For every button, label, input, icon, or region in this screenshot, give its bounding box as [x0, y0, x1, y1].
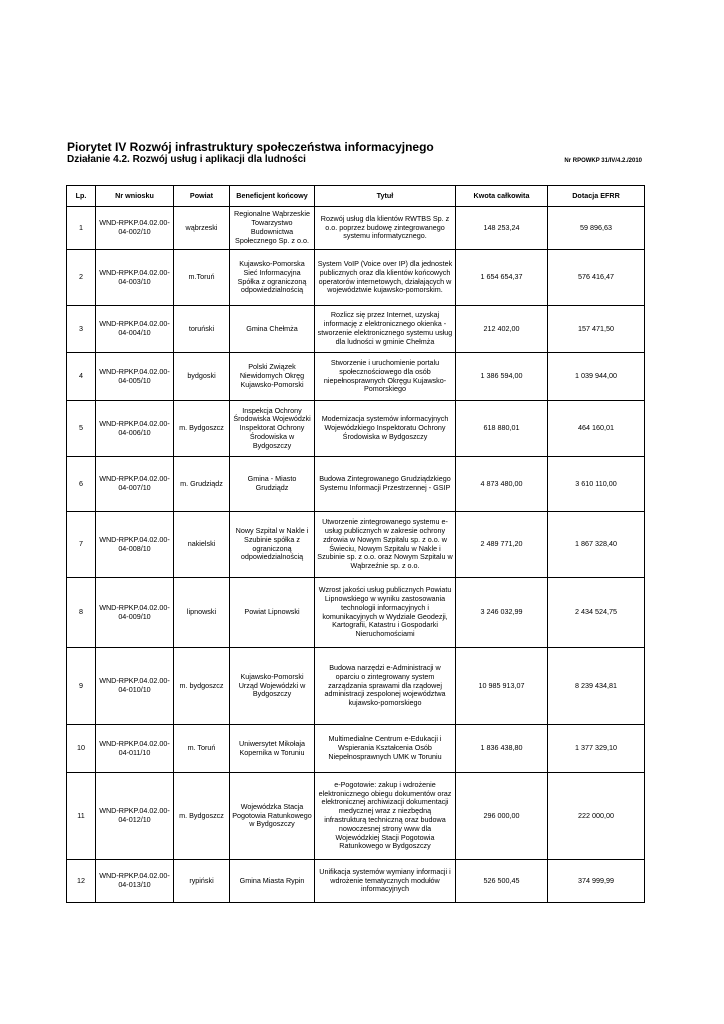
cell-kwota: 2 489 771,20 [456, 512, 548, 578]
cell-nr-wniosku: WND-RPKP.04.02.00-04-003/10 [96, 250, 174, 306]
cell-lp: 2 [67, 250, 96, 306]
cell-dotacja: 374 999,99 [548, 860, 645, 903]
cell-powiat: lipnowski [174, 578, 230, 648]
cell-lp: 11 [67, 773, 96, 860]
cell-kwota: 526 500,45 [456, 860, 548, 903]
column-header-dotacja: Dotacja EFRR [548, 186, 645, 207]
cell-powiat: m. bydgoszcz [174, 648, 230, 725]
cell-kwota: 3 246 032,99 [456, 578, 548, 648]
column-header-kwota: Kwota całkowita [456, 186, 548, 207]
cell-beneficjent: Kujawsko-Pomorski Urząd Wojewódzki w Bydgoszczy [230, 648, 315, 725]
cell-kwota: 1 836 438,80 [456, 725, 548, 773]
cell-dotacja: 8 239 434,81 [548, 648, 645, 725]
cell-kwota: 296 000,00 [456, 773, 548, 860]
cell-nr-wniosku: WND-RPKP.04.02.00-04-007/10 [96, 457, 174, 512]
cell-tytul: Stworzenie i uruchomienie portalu społecznościowego dla osób niepełnosprawnych Okręgu Kujawsko-Pomorskiego [315, 353, 456, 401]
cell-dotacja: 2 434 524,75 [548, 578, 645, 648]
cell-powiat: rypiński [174, 860, 230, 903]
cell-beneficjent: Inspekcja Ochrony Środowiska Wojewódzki Inspektorat Ochrony Środowiska w Bydgoszczy [230, 401, 315, 457]
cell-dotacja: 1 867 328,40 [548, 512, 645, 578]
page-subtitle: Działanie 4.2. Rozwój usług i aplikacji dla ludności [67, 154, 306, 165]
cell-beneficjent: Kujawsko-Pomorska Sieć Informacyjna Spółka z ograniczoną odpowiedzialnością [230, 250, 315, 306]
cell-nr-wniosku: WND-RPKP.04.02.00-04-013/10 [96, 860, 174, 903]
cell-powiat: m. Grudziądz [174, 457, 230, 512]
cell-tytul: Budowa narzędzi e-Administracji w oparciu o zintegrowany system zarządzania sprawami dla rządowej administracji zespolonej województwa kujawsko-pomorskiego [315, 648, 456, 725]
table-row [67, 512, 645, 578]
cell-beneficjent: Uniwersytet Mikołaja Kopernika w Toruniu [230, 725, 315, 773]
table-row [67, 250, 645, 306]
table-row [67, 401, 645, 457]
column-header-beneficjent: Beneficjent końcowy [230, 186, 315, 207]
cell-powiat: m. Toruń [174, 725, 230, 773]
table-header-row [67, 186, 645, 207]
cell-nr-wniosku: WND-RPKP.04.02.00-04-011/10 [96, 725, 174, 773]
cell-lp: 8 [67, 578, 96, 648]
cell-lp: 9 [67, 648, 96, 725]
cell-powiat: nakielski [174, 512, 230, 578]
cell-kwota: 1 654 654,37 [456, 250, 548, 306]
cell-kwota: 10 985 913,07 [456, 648, 548, 725]
cell-dotacja: 3 610 110,00 [548, 457, 645, 512]
cell-beneficjent: Regionalne Wąbrzeskie Towarzystwo Budownictwa Społecznego Sp. z o.o. [230, 207, 315, 250]
cell-tytul: System VoIP (Voice over IP) dla jednostek publicznych oraz dla klientów końcowych operatorów internetowych, działających w województwie kujawsko-pomorskim. [315, 250, 456, 306]
cell-dotacja: 576 416,47 [548, 250, 645, 306]
cell-nr-wniosku: WND-RPKP.04.02.00-04-009/10 [96, 578, 174, 648]
cell-nr-wniosku: WND-RPKP.04.02.00-04-004/10 [96, 306, 174, 353]
cell-nr-wniosku: WND-RPKP.04.02.00-04-002/10 [96, 207, 174, 250]
cell-powiat: m. Bydgoszcz [174, 773, 230, 860]
cell-lp: 4 [67, 353, 96, 401]
cell-beneficjent: Wojewódzka Stacja Pogotowia Ratunkowego w Bydgoszczy [230, 773, 315, 860]
cell-lp: 1 [67, 207, 96, 250]
column-header-lp: Lp. [67, 186, 96, 207]
cell-dotacja: 157 471,50 [548, 306, 645, 353]
cell-tytul: Wzrost jakości usług publicznych Powiatu Lipnowskiego w wyniku zastosowania technologii informacyjnych i komunikacyjnych w Wydziale Geodezji, Kartografii, Katastru i Gospodarki Nieruchomościami [315, 578, 456, 648]
projects-table [66, 185, 645, 903]
table-row [67, 207, 645, 250]
cell-beneficjent: Gmina Chełmża [230, 306, 315, 353]
cell-powiat: m. Bydgoszcz [174, 401, 230, 457]
cell-powiat: toruński [174, 306, 230, 353]
cell-beneficjent: Gmina - Miasto Grudziądz [230, 457, 315, 512]
cell-nr-wniosku: WND-RPKP.04.02.00-04-005/10 [96, 353, 174, 401]
cell-kwota: 212 402,00 [456, 306, 548, 353]
cell-dotacja: 1 377 329,10 [548, 725, 645, 773]
cell-tytul: Rozlicz się przez Internet, uzyskaj informację z elektronicznego okienka - stworzenie elektronicznego systemu usług dla ludności w gminie Chełmża [315, 306, 456, 353]
cell-tytul: Multimedialne Centrum e-Edukacji i Wspierania Kształcenia Osób Niepełnosprawnych UMK w Toruniu [315, 725, 456, 773]
cell-dotacja: 464 160,01 [548, 401, 645, 457]
cell-dotacja: 222 000,00 [548, 773, 645, 860]
cell-nr-wniosku: WND-RPKP.04.02.00-04-010/10 [96, 648, 174, 725]
table-row [67, 725, 645, 773]
column-header-tytul: Tytuł [315, 186, 456, 207]
document-number: Nr RPOWKP 31/IV/4.2./2010 [564, 158, 642, 164]
cell-lp: 12 [67, 860, 96, 903]
cell-powiat: wąbrzeski [174, 207, 230, 250]
cell-lp: 7 [67, 512, 96, 578]
cell-beneficjent: Powiat Lipnowski [230, 578, 315, 648]
cell-powiat: m.Toruń [174, 250, 230, 306]
cell-tytul: Budowa Zintegrowanego Grudziądzkiego Systemu Informacji Przestrzennej - GSIP [315, 457, 456, 512]
cell-nr-wniosku: WND-RPKP.04.02.00-04-012/10 [96, 773, 174, 860]
cell-tytul: Modernizacja systemów informacyjnych Wojewódzkiego Inspektoratu Ochrony Środowiska w Bydgoszczy [315, 401, 456, 457]
cell-beneficjent: Gmina Miasta Rypin [230, 860, 315, 903]
cell-kwota: 4 873 480,00 [456, 457, 548, 512]
cell-tytul: e-Pogotowie: zakup i wdrożenie elektronicznego obiegu dokumentów oraz elektronicznej archiwizacji dokumentacji medycznej wraz z niezbędną infrastrukturą techniczną oraz budowa nowoczesnej strony www dla Wojewódzkiej Stacji Pogotowia Ratunkowego w Bydgoszczy [315, 773, 456, 860]
cell-powiat: bydgoski [174, 353, 230, 401]
column-header-nr-wniosku: Nr wniosku [96, 186, 174, 207]
cell-tytul: Utworzenie zintegrowanego systemu e-usług publicznych w zakresie ochrony zdrowia w Nowym Szpitalu sp. z o.o. w Świeciu, Nowym Szpitalu w Nakle i Szubinie sp. z o.o. oraz Nowym Szpitalu w Wąbrzeźnie sp. z o.o. [315, 512, 456, 578]
page-title: Piorytet IV Rozwój infrastruktury społeczeństwa informacyjnego [67, 140, 434, 154]
cell-dotacja: 59 896,63 [548, 207, 645, 250]
cell-nr-wniosku: WND-RPKP.04.02.00-04-008/10 [96, 512, 174, 578]
table-row [67, 578, 645, 648]
cell-tytul: Unifikacja systemów wymiany informacji i wdrożenie tematycznych modułów informacyjnych [315, 860, 456, 903]
cell-tytul: Rozwój usług dla klientów RWTBS Sp. z o.o. poprzez budowę zintegrowanego systemu informatycznego. [315, 207, 456, 250]
cell-kwota: 618 880,01 [456, 401, 548, 457]
table-row [67, 457, 645, 512]
table-row [67, 860, 645, 903]
cell-lp: 10 [67, 725, 96, 773]
cell-nr-wniosku: WND-RPKP.04.02.00-04-006/10 [96, 401, 174, 457]
table-row [67, 306, 645, 353]
cell-kwota: 1 386 594,00 [456, 353, 548, 401]
cell-lp: 6 [67, 457, 96, 512]
table-row [67, 648, 645, 725]
cell-dotacja: 1 039 944,00 [548, 353, 645, 401]
column-header-powiat: Powiat [174, 186, 230, 207]
cell-beneficjent: Nowy Szpital w Nakle i Szubinie spółka z ograniczoną odpowiedzialnością [230, 512, 315, 578]
cell-kwota: 148 253,24 [456, 207, 548, 250]
cell-lp: 3 [67, 306, 96, 353]
table-row [67, 773, 645, 860]
table-row [67, 353, 645, 401]
cell-lp: 5 [67, 401, 96, 457]
cell-beneficjent: Polski Związek Niewidomych Okręg Kujawsko-Pomorski [230, 353, 315, 401]
